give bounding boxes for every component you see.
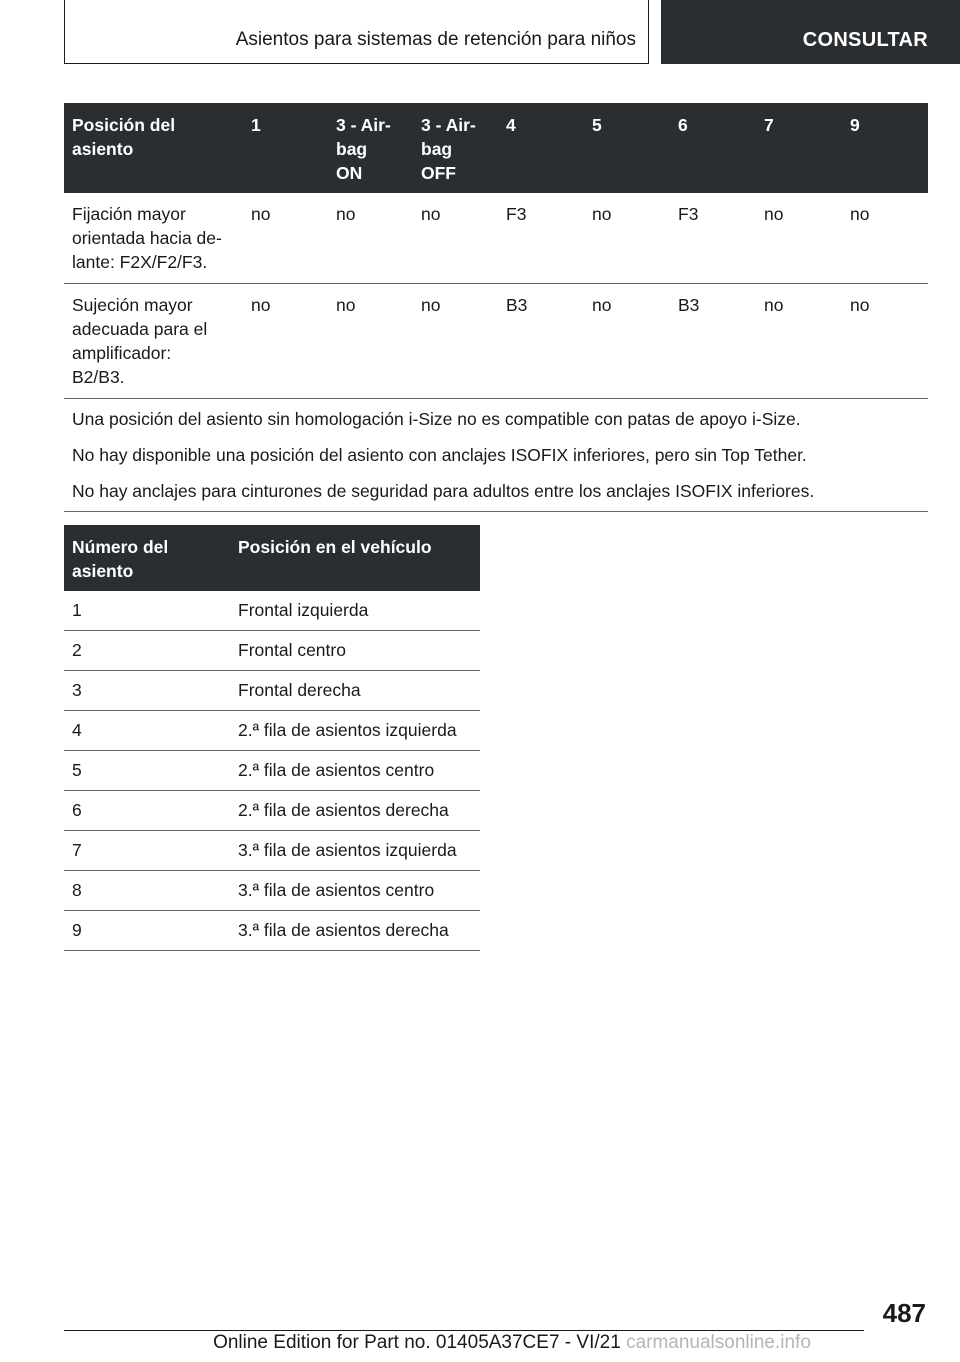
table-row — [64, 831, 480, 871]
header-cell: 6 — [670, 103, 756, 193]
note-text: Una posición del asiento sin homologación i-Size no es compatible con patas de apoyo i-Size. — [72, 409, 801, 429]
header-cell: Posición del asiento — [64, 103, 243, 193]
note-text: No hay anclajes para cinturones de seguridad para adultos entre los anclajes ISOFIX inferiores. — [64, 473, 928, 512]
header-cell: Posición en el vehículo — [230, 525, 480, 591]
header-cell: 4 — [498, 103, 584, 193]
header-cell: Número del asiento — [64, 525, 230, 591]
note-row — [64, 399, 928, 438]
table-row — [64, 871, 480, 911]
note-row — [64, 473, 928, 512]
table-cell: no — [756, 193, 842, 284]
table-cell: no — [842, 284, 928, 399]
row-label: Sujeción mayor adecuada para el amplificador: B2/B3. — [64, 284, 243, 399]
table-row — [64, 284, 928, 399]
seat-number-table — [64, 525, 480, 951]
row-label: Fijación mayor orientada hacia de- lante: F2X/F2/F3. — [64, 193, 243, 284]
table-cell: no — [243, 284, 328, 399]
seat-position-table — [64, 103, 928, 512]
header-cell: 3 - Air- bag OFF — [413, 103, 498, 193]
table-row — [64, 711, 480, 751]
note-row — [64, 437, 928, 473]
consultar-tab[interactable] — [661, 0, 960, 64]
seat-number: 9 — [64, 911, 230, 951]
table-cell: no — [584, 284, 670, 399]
seat-number: 7 — [64, 831, 230, 871]
table-cell: F3 — [670, 193, 756, 284]
table-row — [64, 631, 480, 671]
header-cell: 3 - Air- bag ON — [328, 103, 413, 193]
seat-number: 4 — [64, 711, 230, 751]
header-cell: 1 — [243, 103, 328, 193]
seat-position: 2.ª fila de asientos derecha — [230, 791, 480, 831]
page-number: 487 — [882, 1298, 926, 1328]
footer-watermark: carmanualsonline.info — [626, 1332, 811, 1353]
table-row — [64, 911, 480, 951]
footer-edition: Online Edition for Part no. 01405A37CE7 - VI/21 — [213, 1332, 621, 1353]
table-cell: no — [328, 193, 413, 284]
table-cell: no — [243, 193, 328, 284]
section-title: Asientos para sistemas de retención para niños — [235, 29, 636, 50]
table-row — [64, 791, 480, 831]
table-row — [64, 591, 480, 631]
seat-position: 3.ª fila de asientos izquierda — [230, 831, 480, 871]
seat-number: 3 — [64, 671, 230, 711]
header-cell: 5 — [584, 103, 670, 193]
table-cell: no — [842, 193, 928, 284]
seat-position: 2.ª fila de asientos izquierda — [230, 711, 480, 751]
table-row — [64, 671, 480, 711]
table-row — [64, 193, 928, 284]
table-cell: no — [413, 193, 498, 284]
note-text: No hay disponible una posición del asiento con anclajes ISOFIX inferiores, pero sin Top Tether. — [72, 445, 807, 465]
header-cell: 9 — [842, 103, 928, 193]
footer — [64, 1332, 960, 1354]
seat-number: 8 — [64, 871, 230, 911]
table-header-row — [64, 103, 928, 193]
table-cell: no — [328, 284, 413, 399]
seat-position: 2.ª fila de asientos centro — [230, 751, 480, 791]
seat-number: 6 — [64, 791, 230, 831]
seat-number: 1 — [64, 591, 230, 631]
table-cell: no — [756, 284, 842, 399]
table-cell: B3 — [498, 284, 584, 399]
seat-number: 2 — [64, 631, 230, 671]
seat-position: Frontal izquierda — [230, 591, 480, 631]
table-cell: no — [413, 284, 498, 399]
section-header — [64, 0, 649, 64]
seat-position: Frontal derecha — [230, 671, 480, 711]
seat-position: 3.ª fila de asientos centro — [230, 871, 480, 911]
table-header-row — [64, 525, 480, 591]
seat-number: 5 — [64, 751, 230, 791]
footer-divider — [64, 1330, 864, 1331]
table-row — [64, 751, 480, 791]
seat-position: Frontal centro — [230, 631, 480, 671]
consultar-tab-label: CONSULTAR — [802, 29, 928, 51]
header-cell: 7 — [756, 103, 842, 193]
table-cell: B3 — [670, 284, 756, 399]
seat-position: 3.ª fila de asientos derecha — [230, 911, 480, 951]
table-cell: no — [584, 193, 670, 284]
table-cell: F3 — [498, 193, 584, 284]
